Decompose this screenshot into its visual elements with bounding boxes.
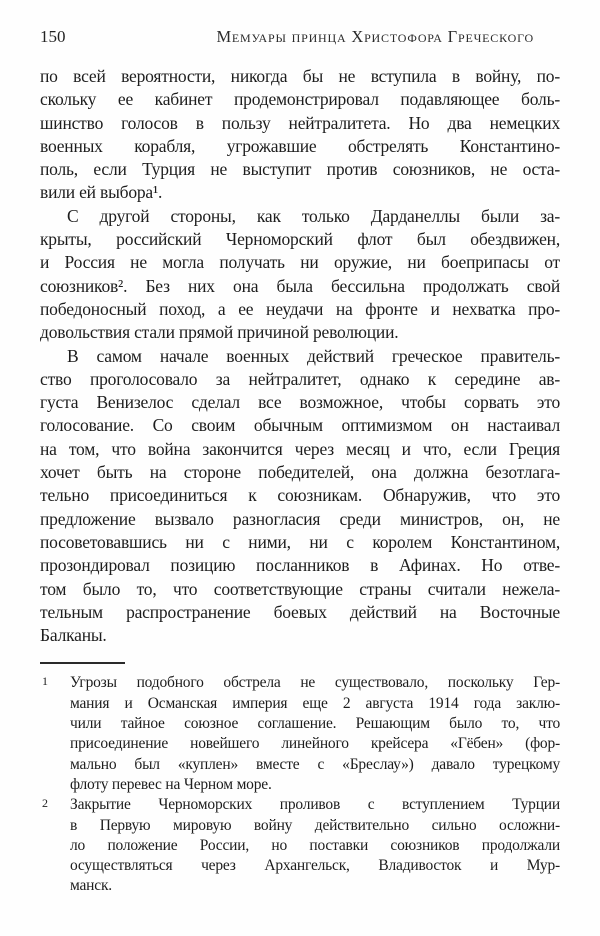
text-line: посоветовавшись ни с ними, ни с королем Константином,: [40, 531, 560, 552]
footnote-text: [70, 673, 560, 795]
footnote-line: ло положение России, но поставки союзников продолжали: [70, 836, 560, 854]
text-line: густа Венизелос сделал все возможное, чтобы сорвать это: [40, 392, 560, 413]
footnote-text: [70, 795, 560, 896]
text-line: предложение вызвало разногласия среди министров, он, не: [40, 508, 560, 529]
footnote-line: чили тайное союзное соглашение. Решающим было то, что: [70, 715, 560, 733]
footnote-line: мания и Османская империя еще 2 августа 1914 года заклю-: [70, 694, 560, 712]
footnote-line: Закрытие Черноморских проливов с вступлением Турции: [70, 796, 560, 814]
running-title: Мемуары принца Христофора Греческого: [216, 27, 534, 46]
paragraph: [40, 205, 560, 345]
footnote-item: [40, 795, 560, 896]
footnote-line: в Первую мировую войну действительно сильно осложни-: [70, 816, 560, 834]
text-line: хочет быть на стороне победителей, она должна безотлага-: [40, 462, 560, 483]
footnote-line: мально был «куплен» вместе с «Бреслау») давало турецкому: [70, 755, 560, 773]
footnote-line: манск.: [70, 877, 112, 895]
footnote-item: [40, 673, 560, 795]
text-line: и Россия не могла получать ни оружие, ни боеприпасы от: [40, 252, 560, 273]
paragraph: [40, 345, 560, 648]
text-line: крыты, российский Черноморский флот был обездвижен,: [40, 229, 560, 250]
text-line: по всей вероятности, никогда бы не вступила в войну, по-: [40, 66, 560, 86]
page-header: [0, 0, 600, 47]
footnote-marker: 1: [42, 674, 48, 689]
text-line: поль, если Турция не выступит против союзников, не оста-: [40, 159, 560, 180]
text-line: тельным распространение боевых действий на Восточные: [40, 601, 560, 622]
footnote-marker: 2: [42, 796, 48, 811]
text-line: тельно присоединиться к союзникам. Обнаружив, что это: [40, 485, 560, 506]
footnote-separator: [40, 662, 125, 664]
text-line: ство проголосовало за нейтралитет, однако к середине ав-: [40, 368, 560, 389]
text-line: В самом начале военных действий греческое правитель-: [67, 345, 560, 366]
footnotes-list: [0, 673, 600, 896]
text-line: военных корабля, угрожавшие обстрелять Константино-: [40, 135, 560, 156]
text-line: победоносный поход, а ее неудачи на фронте и нехватка про-: [40, 298, 560, 319]
footnote-line: присоединение новейшего линейного крейсера «Гёбен» (фор-: [70, 735, 560, 753]
text-line: скольку ее кабинет продемонстрировал подавляющее боль-: [40, 89, 560, 110]
footnote-line: Угрозы подобного обстрела не существовало, поскольку Гер-: [70, 674, 560, 692]
text-line: довольствия стали прямой причиной революции.: [40, 322, 399, 343]
paragraph: [40, 65, 560, 205]
text-line: голосование. Со своим обычным оптимизмом он настаивал: [40, 415, 560, 436]
footnote-line: флоту перевес на Черном море.: [70, 775, 272, 793]
text-line: том было то, что соответствующие страны считали нежела-: [40, 578, 560, 599]
text-line: Балканы.: [40, 625, 107, 646]
page-number: 150: [40, 27, 66, 46]
text-line: союзников². Без них она была бессильна продолжать свой: [40, 275, 560, 296]
footnote-line: осуществляться через Архангельск, Владивосток и Мур-: [70, 857, 560, 875]
page-body: [0, 47, 600, 647]
text-line: прозондировал позицию посланников в Афинах. Но отве-: [40, 555, 560, 576]
text-line: вили ей выбора¹.: [40, 182, 163, 203]
text-line: С другой стороны, как только Дарданеллы были за-: [67, 205, 560, 226]
text-line: на том, что война закончится через месяц и что, если Греция: [40, 438, 560, 459]
text-line: шинство голосов в пользу нейтралитета. Но два немецких: [40, 112, 560, 133]
